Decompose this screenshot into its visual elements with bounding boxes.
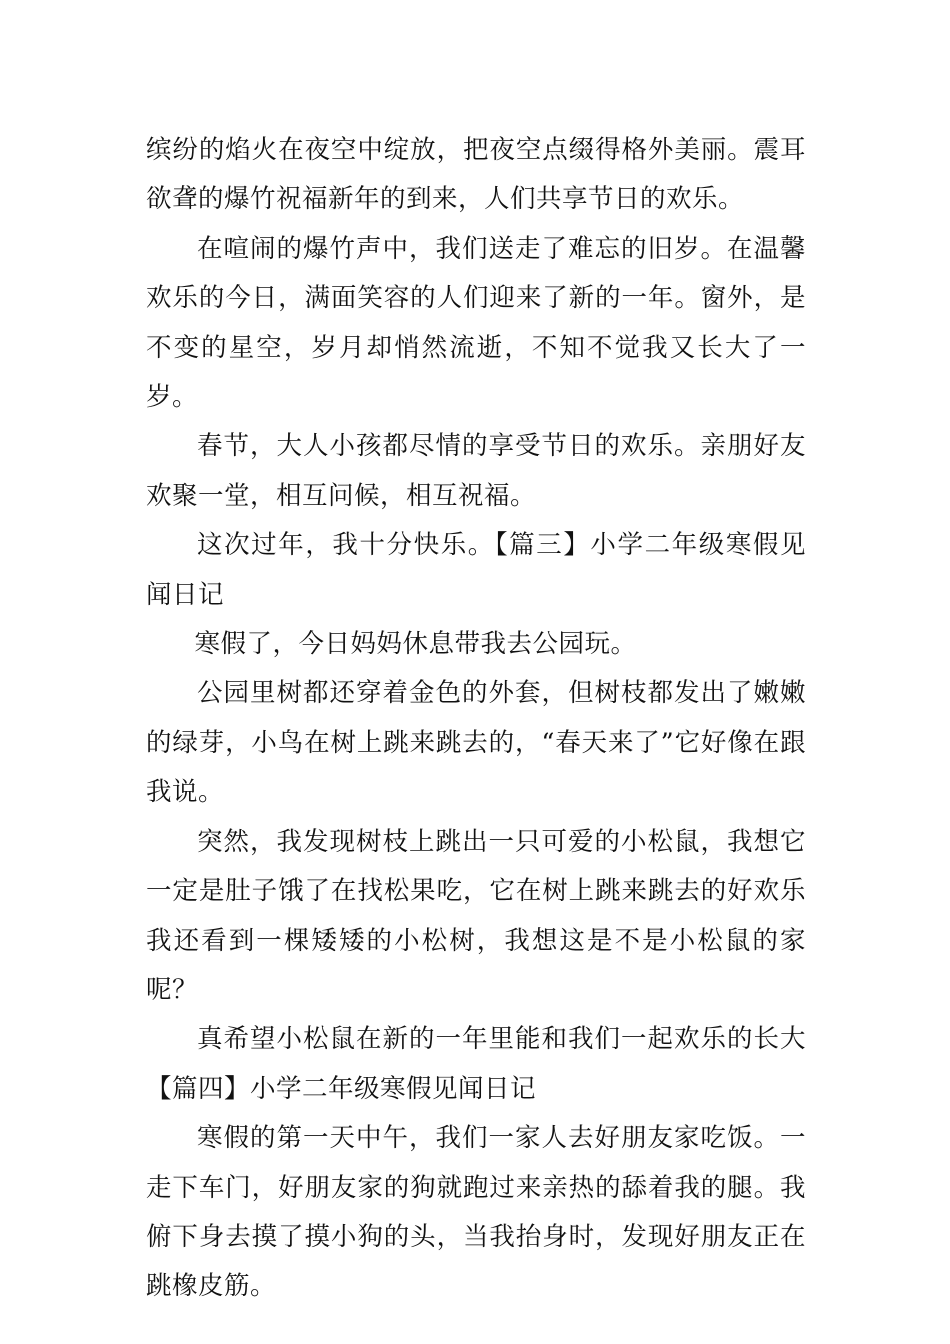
paragraph: 这次过年，我十分快乐。【篇三】小学二年级寒假见闻日记	[146, 530, 806, 610]
paragraph-continuation: 缤纷的焰火在夜空中绽放，把夜空点缀得格外美丽。震耳欲聋的爆竹祝福新年的到来，人们共享节日的欢乐。	[146, 135, 806, 215]
paragraph: 真希望小松鼠在新的一年里能和我们一起欢乐的长大【篇四】小学二年级寒假见闻日记	[146, 1024, 806, 1104]
paragraph: 突然，我发现树枝上跳出一只可爱的小松鼠，我想它一定是肚子饿了在找松果吃，它在树上跳来跳去的好欢乐我还看到一棵矮矮的小松树，我想这是不是小松鼠的家呢？	[146, 826, 806, 1005]
paragraph: 春节，大人小孩都尽情的享受节日的欢乐。亲朋好友欢聚一堂，相互问候，相互祝福。	[146, 431, 806, 511]
paragraph: 寒假的第一天中午，我们一家人去好朋友家吃饭。一走下车门，好朋友家的狗就跑过来亲热的舔着我的腿。我俯下身去摸了摸小狗的头，当我抬身时，发现好朋友正在跳橡皮筋。	[146, 1123, 806, 1302]
paragraph: 寒假了，今日妈妈休息带我去公园玩。	[194, 629, 637, 660]
document-body	[146, 126, 806, 1312]
paragraph: 公园里树都还穿着金色的外套，但树枝都发出了嫩嫩的绿芽，小鸟在树上跳来跳去的，“春天来了”它好像在跟我说。	[146, 678, 806, 808]
paragraph: 在喧闹的爆竹声中，我们送走了难忘的旧岁。在温馨欢乐的今日，满面笑容的人们迎来了新的一年。窗外，是不变的星空，岁月却悄然流逝，不知不觉我又长大了一岁。	[146, 233, 806, 413]
